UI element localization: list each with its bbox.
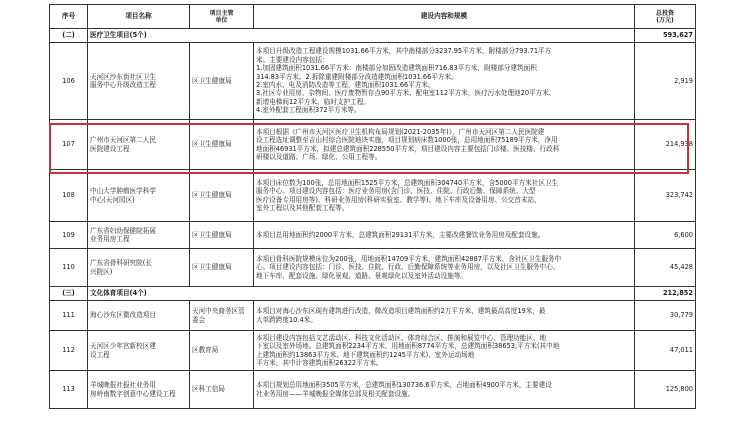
row-total: 6,600 [635, 222, 696, 249]
row-name-line: 设工程 [90, 350, 110, 359]
row-name-line: 兴院区) [90, 267, 113, 276]
table-row-108 [50, 170, 696, 222]
row-name-line: 业务用房工程 [90, 235, 130, 243]
row-name-line: 中山大学肿瘤医学科学 [90, 187, 156, 196]
desc-line: 室外工程以及其他配套工程等。 [256, 203, 349, 212]
desc-line: 医疗设备专用用房等)、科研业务用房(科研实验室、教学等)、地下车库及设备用房、公交首末站、 [256, 195, 541, 204]
header-total [635, 5, 696, 29]
header-unit-line1: 项目主管 [209, 9, 234, 17]
section-title: 文化体育项目(4个) [88, 287, 635, 301]
desc-line: 本项目对海心沙东区现有建筑进行改造，微改造项目建筑面积约2万平方米，建筑最高高度19米，最 [256, 307, 546, 316]
table-row-111 [50, 301, 696, 331]
row-name-line: 服务中心升级改造工程 [90, 81, 156, 89]
desc-line: 本项目根据《广州市天河区医疗卫生机构布局规划(2021-2035年)》，广州市天河区第二人民医院建 [256, 127, 545, 136]
desc-line: 大单跨跨度10.4米。 [256, 315, 317, 324]
row-no: 112 [50, 331, 88, 371]
row-no: 109 [50, 222, 88, 249]
header-total-line1: 总投资 [655, 9, 674, 17]
row-desc [254, 371, 635, 409]
desc-line: 3.社区专业用房、杂物间、医疗废物暂存点90平方米、配电室112平方米，医疗污水处理池20平方米、 [256, 89, 556, 98]
desc-line: 本项目建设内容包括文艺活动区、科技文化活动区、体育综合区、排演和展览中心、管理功能区、地 [256, 333, 547, 342]
section-row-medical [50, 29, 696, 43]
row-total: 125,800 [635, 371, 696, 409]
table-row-107 [50, 120, 696, 170]
row-name-line: 天河区少年宫新校区建 [90, 342, 156, 351]
row-total: 47,011 [635, 331, 696, 371]
row-name [88, 222, 190, 249]
row-no: 113 [50, 371, 88, 409]
row-desc [254, 222, 635, 249]
row-name [88, 43, 190, 120]
row-desc [254, 43, 635, 120]
row-unit: 天河中央商务区管委会 [190, 301, 254, 331]
row-desc [254, 301, 635, 331]
table-row-106 [50, 43, 696, 120]
desc-line: 314.83平方米。2.拆除重建附楼部分改造建筑面积1031.66平方米。 [256, 72, 458, 81]
desc-line: 下室以及室外场地。总建筑面积2234平方米，用地面积8774平方米，总建筑面积38653;平方米(其中地 [256, 342, 560, 351]
project-table [49, 4, 696, 409]
desc-line: 1.加固建筑面积1031.66平方米：南楼部分加固改造建筑面积716.83平方米，附楼部分建筑面积 [256, 64, 537, 73]
section-no: (三) [50, 287, 88, 301]
desc-line: 研楼以及道路、广场、绿化、公用工程等。 [256, 152, 382, 161]
row-name-line: 广州市天河区第二人民 [90, 136, 156, 145]
row-no: 110 [50, 249, 88, 287]
header-unit [190, 5, 254, 29]
table-row-110 [50, 249, 696, 287]
row-name [88, 331, 190, 371]
row-name-line: 医院建设工程 [90, 144, 130, 153]
desc-line: 新增电梯间12平方米、临时支护工程。 [256, 97, 370, 106]
row-name-line: 天河区沙东街社区卫生 [90, 72, 156, 81]
desc-line: 本项目升级改造工程建设规模1031.66平方米，其中南楼部分3237.95平方米，附楼部分793.71平方 [256, 47, 552, 56]
row-name [88, 249, 190, 287]
table-row-112 [50, 331, 696, 371]
header-no: 序号 [50, 5, 88, 29]
row-no: 106 [50, 43, 88, 120]
header-unit-line2: 单位 [215, 16, 228, 24]
desc-line: 社业务用房——羊城晚报全媒体总部及相关配套设施。 [256, 389, 415, 398]
row-unit: 区卫生健康局 [190, 120, 254, 170]
row-no: 108 [50, 170, 88, 222]
row-unit: 区卫生健康局 [190, 43, 254, 120]
desc-line: 服务中心。项目建设内容包括：医疗业务用房(含门诊、医技、住院、行政后勤、保障系统、大型 [256, 187, 536, 196]
table-row-113 [50, 371, 696, 409]
row-name-line: 羊城晚报社报社业务用 [90, 381, 156, 390]
section-total: 593,627 [635, 29, 696, 43]
header-name: 项目名称 [88, 5, 190, 29]
row-unit: 区科工信局 [190, 371, 254, 409]
row-total: 323,742 [635, 170, 696, 222]
row-name [88, 301, 190, 331]
desc-line: 4.室外配套工程面积372平方米等。 [256, 106, 361, 115]
row-unit: 区卫生健康局 [190, 249, 254, 287]
section-title: 医疗卫生项目(5个) [88, 29, 635, 43]
desc-line: 平方米，其中计容建筑面积26322平方米。 [256, 358, 383, 367]
row-no: 111 [50, 301, 88, 331]
row-total: 214,938 [635, 120, 696, 170]
section-row-culture [50, 287, 696, 301]
row-desc [254, 249, 635, 287]
desc-line: 米。主要建设内容包括： [256, 55, 329, 64]
row-desc [254, 120, 635, 170]
row-desc [254, 331, 635, 371]
row-total: 30,779 [635, 301, 696, 331]
row-name-line: 广东省妇幼保健院拓展 [90, 226, 156, 235]
desc-line: 心。项目建设内容包括：门诊、医技、住院、行政、后勤保障系统等业务用房，以及社区卫生服务中心、 [256, 263, 560, 272]
desc-line: 本项目骨科医院规模床位为200张，用地面积14709平方米，建筑面积42887平方米，含社区卫生服务中 [256, 254, 562, 263]
row-name-line: 房岭南数字创意中心建设工程 [90, 389, 176, 398]
row-name-line: 广东省骨科研究院(长 [90, 259, 152, 268]
header-content: 建设内容和规模 [254, 5, 635, 29]
row-total: 2,919 [635, 43, 696, 120]
desc-line: 地面积46931平方米，拟建总建筑面积228550平方米，项目建设内容主要包括门诊楼、医技楼、行政科 [256, 144, 560, 153]
desc-line: 2.室内水、电及消防改造等工程，建筑面积1031.66平方米。 [256, 81, 435, 89]
section-no: (二) [50, 29, 88, 43]
row-name-line: 海心沙东区微改造项目 [90, 311, 156, 320]
row-name [88, 371, 190, 409]
row-total: 45,428 [635, 249, 696, 287]
desc-line: 本项目总用地面积约2000平方米，总建筑面积29131平方米，主要改建餐饮业务用房及配套设施。 [256, 230, 545, 239]
row-name-line: 中心(天河园区) [90, 195, 135, 204]
desc-line: 本项目规划总用地面积3505平方米，总建筑面积130736.6平方米，占地面积4900平方米，主要建设 [256, 381, 552, 390]
row-unit: 区教育局 [190, 331, 254, 371]
row-no: 107 [50, 120, 88, 170]
section-total: 212,852 [635, 287, 696, 301]
desc-line: 上建筑面积约13863平方米、地下建筑面积约1245平方米)、室外运动场地 [256, 350, 475, 359]
header-total-line2: (万元) [656, 16, 674, 24]
table-row-109 [50, 222, 696, 249]
row-name [88, 120, 190, 170]
row-unit: 区卫生健康局 [190, 222, 254, 249]
desc-line: 设工程选址调整至吉山村综合医院地块实施，项目规划病床数1000张，总用地面积75189平方米，净用 [256, 136, 558, 145]
header-row [50, 5, 696, 29]
row-name [88, 170, 190, 222]
desc-line: 地下车库、配套设施、绿化景观、道路、景观绿化以及室外活动设施等。 [256, 271, 467, 280]
desc-line: 本项目床位数为100张，总用地面积1525平方米，总建筑面积304740平方米，含5000平方米社区卫生 [256, 178, 559, 187]
row-unit: 区卫生健康局 [190, 170, 254, 222]
row-desc [254, 170, 635, 222]
